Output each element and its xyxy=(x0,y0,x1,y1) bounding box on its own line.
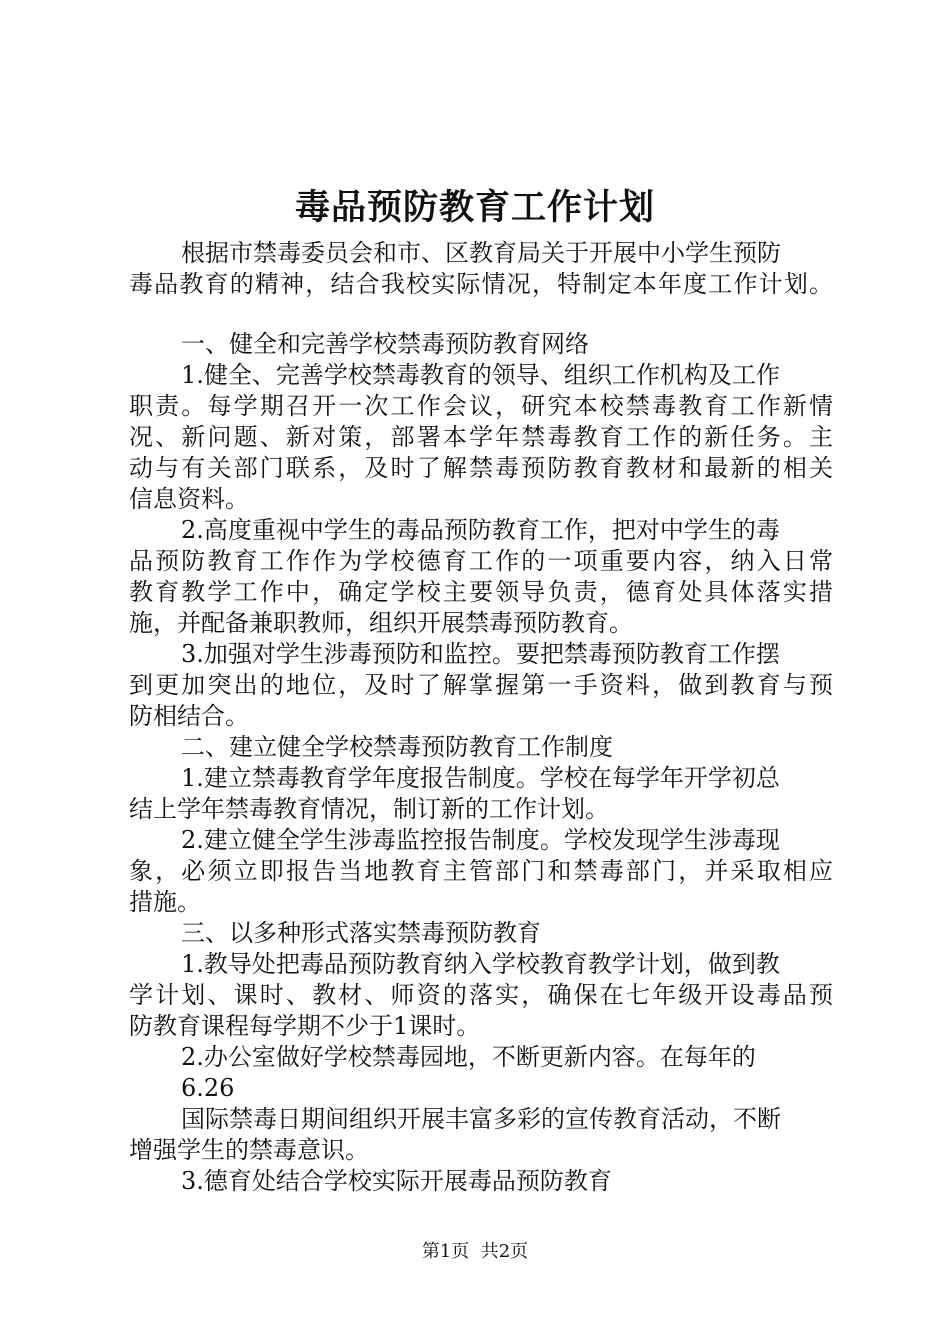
body-line: 信息资料。 xyxy=(129,485,249,513)
body-line: 教育教学工作中，确定学校主要领导负责，德育处具体落实措 xyxy=(129,578,833,606)
body-line: 况、新问题、新对策，部署本学年禁毒教育工作的新任务。主 xyxy=(129,423,833,451)
body-line: 6.26 xyxy=(181,1074,235,1102)
body-line: 到更加突出的地位，及时了解掌握第一手资料，做到教育与预 xyxy=(129,671,833,699)
body-line: 职责。每学期召开一次工作会议，研究本校禁毒教育工作新情 xyxy=(129,392,833,420)
document-title: 毒品预防教育工作计划 xyxy=(294,187,655,228)
body-line: 2.办公室做好学校禁毒园地，不断更新内容。在每年的 xyxy=(181,1043,756,1071)
page-footer: 第1页 共2页 xyxy=(421,1241,529,1262)
body-line: 3.加强对学生涉毒预防和监控。要把禁毒预防教育工作摆 xyxy=(181,640,780,668)
body-line: 增强学生的禁毒意识。 xyxy=(129,1136,369,1164)
body-line: 1.教导处把毒品预防教育纳入学校教育教学计划，做到教 xyxy=(181,950,780,978)
body-line: 学计划、课时、教材、师资的落实，确保在七年级开设毒品预 xyxy=(129,981,833,1009)
body-line: 防教育课程每学期不少于1课时。 xyxy=(129,1012,481,1040)
body-line: 国际禁毒日期间组织开展丰富多彩的宣传教育活动，不断 xyxy=(181,1105,781,1133)
body-line: 施，并配备兼职教师，组织开展禁毒预防教育。 xyxy=(129,609,633,637)
body-line: 动与有关部门联系，及时了解禁毒预防教育教材和最新的相关 xyxy=(129,454,833,482)
body-line: 1.健全、完善学校禁毒教育的领导、组织工作机构及工作 xyxy=(181,361,780,389)
body-line: 1.建立禁毒教育学年度报告制度。学校在每学年开学初总 xyxy=(181,764,780,792)
section-heading: 二、建立健全学校禁毒预防教育工作制度 xyxy=(181,733,613,761)
body-line: 结上学年禁毒教育情况，制订新的工作计划。 xyxy=(129,795,609,823)
body-line: 毒品教育的精神，结合我校实际情况，特制定本年度工作计划。 xyxy=(129,270,833,298)
body-line: 象，必须立即报告当地教育主管部门和禁毒部门，并采取相应 xyxy=(129,857,833,885)
body-line: 2.高度重视中学生的毒品预防教育工作，把对中学生的毒 xyxy=(181,516,780,544)
section-heading: 三、以多种形式落实禁毒预防教育 xyxy=(181,919,541,947)
body-line: 防相结合。 xyxy=(129,702,249,730)
body-line: 2.建立健全学生涉毒监控报告制度。学校发现学生涉毒现 xyxy=(181,826,780,854)
section-heading: 一、健全和完善学校禁毒预防教育网络 xyxy=(181,330,589,358)
body-line: 根据市禁毒委员会和市、区教育局关于开展中小学生预防 xyxy=(181,239,781,267)
body-line: 措施。 xyxy=(129,888,201,916)
body-line: 品预防教育工作作为学校德育工作的一项重要内容，纳入日常 xyxy=(129,547,833,575)
body-line: 3.德育处结合学校实际开展毒品预防教育 xyxy=(181,1167,612,1195)
